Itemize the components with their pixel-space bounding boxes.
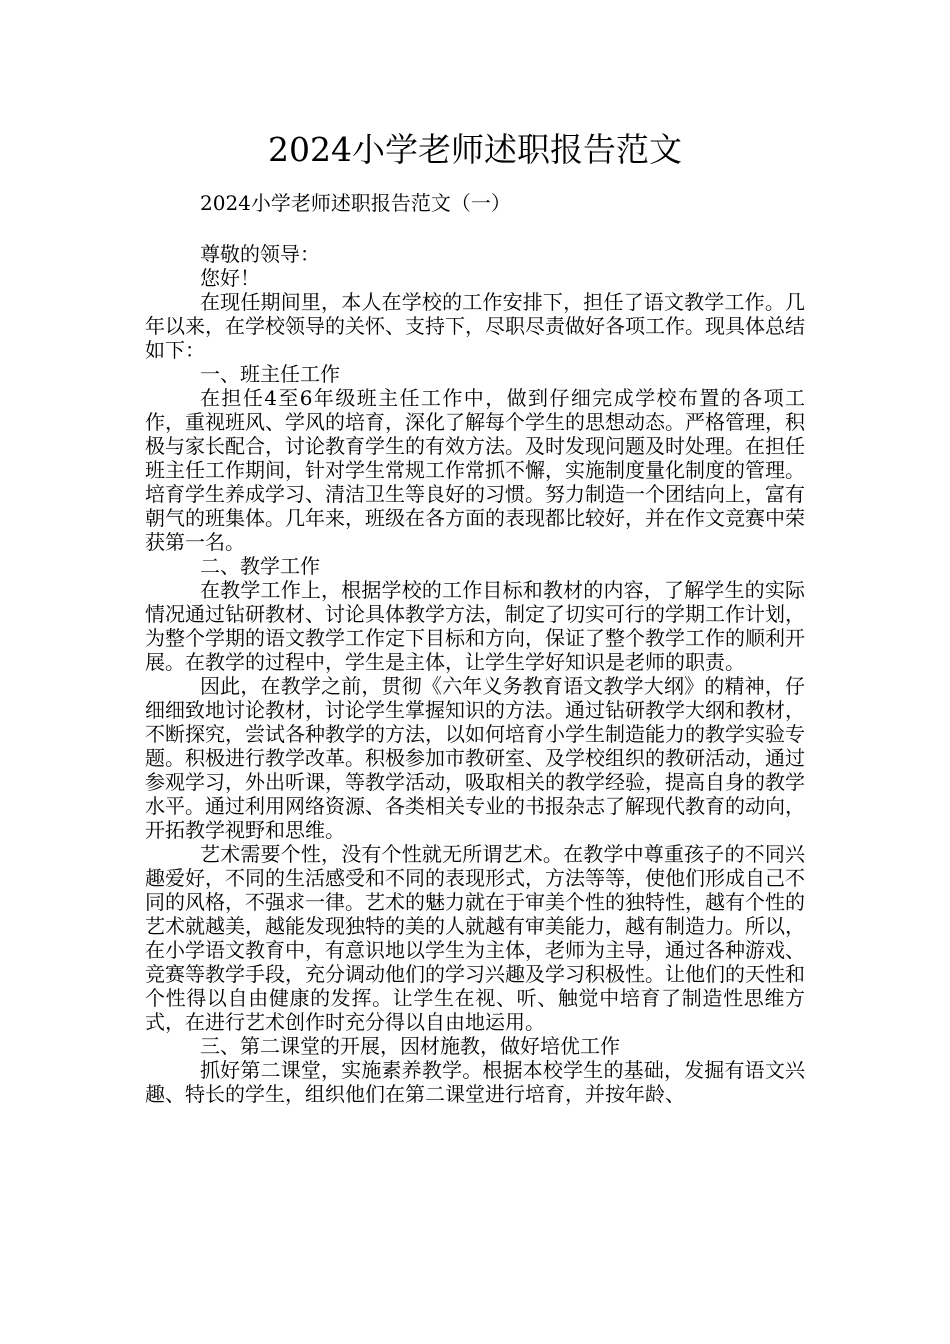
document-title: 2024小学老师述职报告范文 xyxy=(268,130,682,169)
paragraph: 因此，在教学之前，贯彻《六年义务教育语文教学大纲》的精神，仔细细致地讨论教材，讨论学生掌握知识的方法。通过钻研教学大纲和教材，不断探究，尝试各种教学的方法，以如何培育小学生制造能力的教学实验专题。积极进行教学改革。积极参加市教研室、及学校组织的教研活动，通过参观学习，外出听课，等教学活动，吸取相关的教学经验，提高自身的教学水平。通过利用网络资源、各类相关专业的书报杂志了解现代教育的动向，开拓教学视野和思维。 xyxy=(145,674,805,842)
paragraph: 在担任4至6年级班主任工作中，做到仔细完成学校布置的各项工作，重视班风、学风的培育，深化了解每个学生的思想动态。严格管理，积极与家长配合，讨论教育学生的有效方法。及时发现问题及时处理。在担任班主任工作期间，针对学生常规工作常抓不懈，实施制度量化制度的管理。培育学生养成学习、清洁卫生等良好的习惯。努力制造一个团结向上，富有朝气的班集体。几年来，班级在各方面的表现都比较好，并在作文竞赛中荣获第一名。 xyxy=(145,386,805,554)
section-heading-1: 一、班主任工作 xyxy=(200,362,340,386)
greeting: 您好！ xyxy=(200,266,260,290)
section-heading-2: 二、教学工作 xyxy=(200,554,320,578)
section-heading-3: 三、第二课堂的开展，因材施教，做好培优工作 xyxy=(200,1034,620,1058)
paragraph: 在教学工作上，根据学校的工作目标和教材的内容，了解学生的实际情况通过钻研教材、讨论具体教学方法，制定了切实可行的学期工作计划，为整个学期的语文教学工作定下目标和方向，保证了整个教学工作的顺利开展。在教学的过程中，学生是主体，让学生学好知识是老师的职责。 xyxy=(145,578,805,674)
document-subtitle: 2024小学老师述职报告范文（一） xyxy=(200,191,511,215)
document-body xyxy=(145,242,805,1106)
intro-paragraph: 在现任期间里，本人在学校的工作安排下，担任了语文教学工作。几年以来，在学校领导的关怀、支持下，尽职尽责做好各项工作。现具体总结如下： xyxy=(145,290,805,362)
paragraph: 抓好第二课堂，实施素养教学。根据本校学生的基础，发掘有语文兴趣、特长的学生，组织他们在第二课堂进行培育，并按年龄、 xyxy=(145,1058,805,1106)
paragraph: 艺术需要个性，没有个性就无所谓艺术。在教学中尊重孩子的不同兴趣爱好，不同的生活感受和不同的表现形式，方法等等，使他们形成自己不同的风格，不强求一律。艺术的魅力就在于审美个性的独特性，越有个性的艺术就越美，越能发现独特的美的人就越有审美能力，越有制造力。所以，在小学语文教育中，有意识地以学生为主体，老师为主导，通过各种游戏、竞赛等教学手段，充分调动他们的学习兴趣及学习积极性。让他们的天性和个性得以自由健康的发挥。让学生在视、听、触觉中培育了制造性思维方式，在进行艺术创作时充分得以自由地运用。 xyxy=(145,842,805,1034)
salutation: 尊敬的领导： xyxy=(200,242,320,266)
